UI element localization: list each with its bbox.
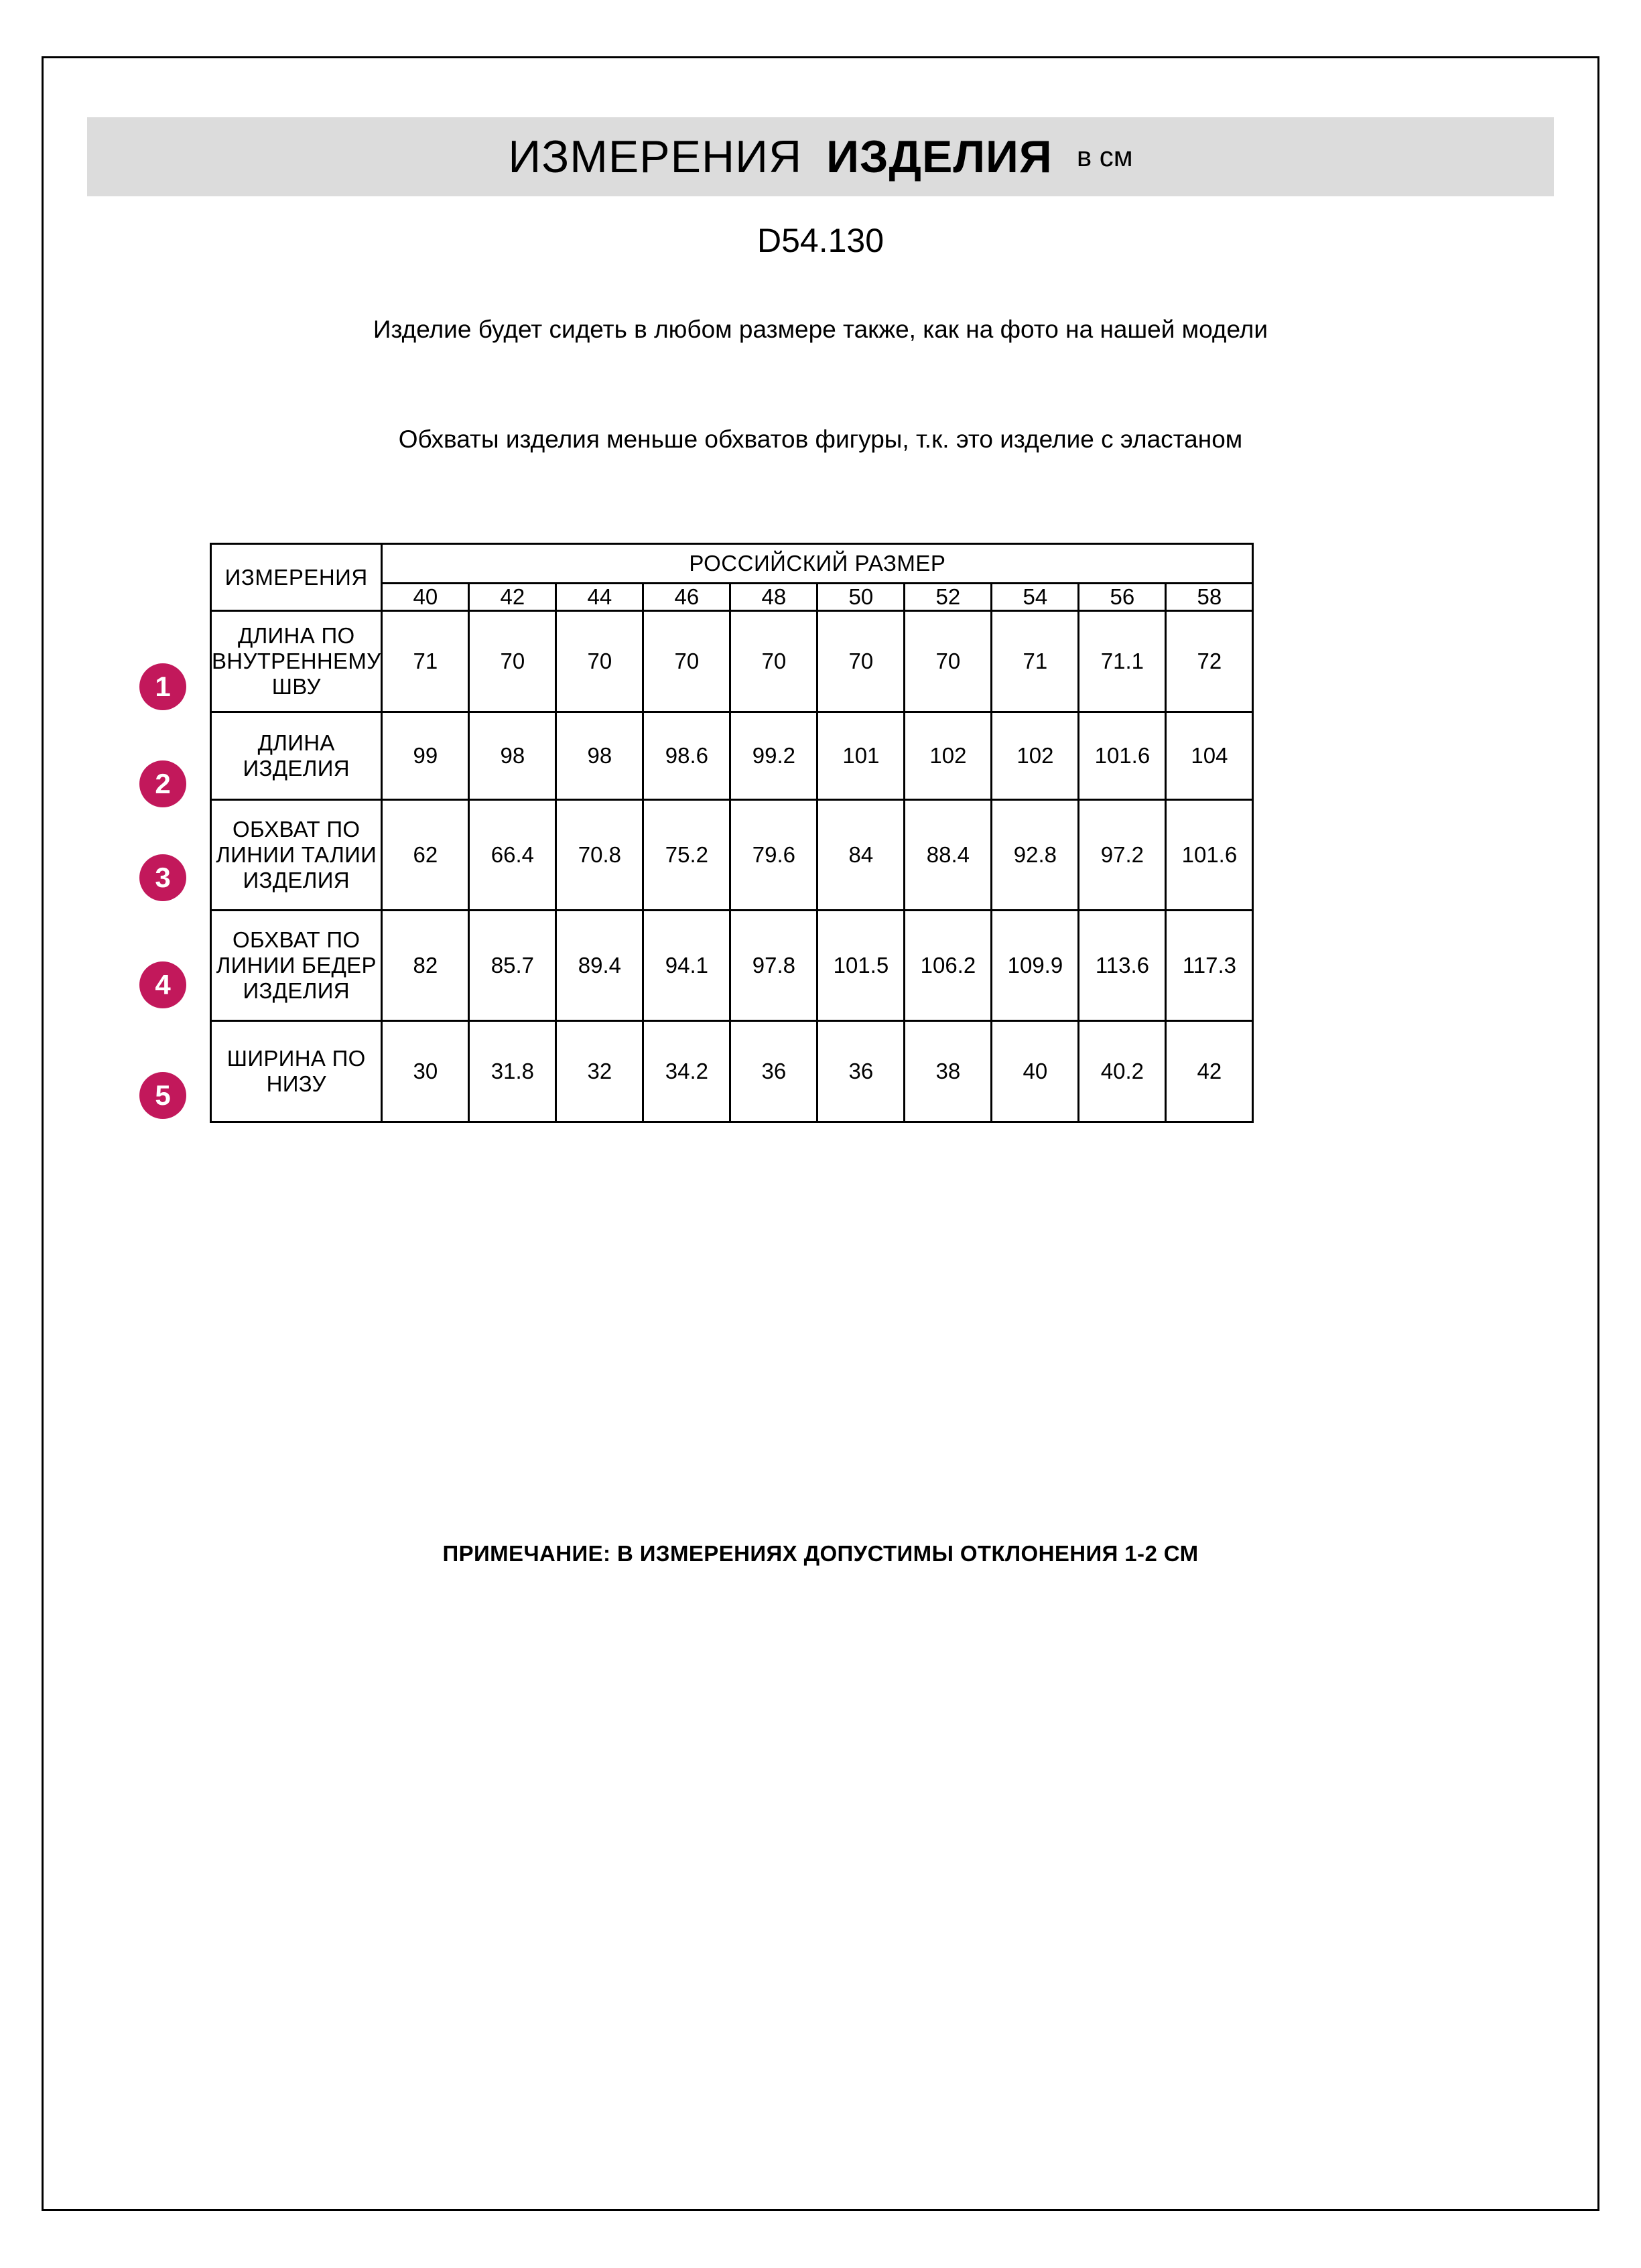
document-title-band (87, 117, 1554, 196)
size-header-56: 56 (1079, 584, 1166, 611)
cell-r2-c50: 101 (817, 712, 905, 800)
row-label-product-length: ДЛИНА ИЗДЕЛИЯ (211, 712, 382, 800)
cell-r2-c54: 102 (992, 712, 1079, 800)
table-group-header-row (211, 544, 1253, 584)
cell-r4-c58: 117.3 (1166, 911, 1253, 1021)
row-badge-5: 5 (139, 1072, 186, 1119)
size-header-58: 58 (1166, 584, 1253, 611)
cell-r5-c48: 36 (730, 1021, 817, 1122)
cell-r5-c58: 42 (1166, 1021, 1253, 1122)
cell-r5-c54: 40 (992, 1021, 1079, 1122)
row-badge-4: 4 (139, 961, 186, 1008)
size-header-46: 46 (643, 584, 730, 611)
cell-r2-c56: 101.6 (1079, 712, 1166, 800)
elastane-note: Обхваты изделия меньше обхватов фигуры, т.к. это изделие с эластаном (398, 425, 1243, 453)
cell-r2-c52: 102 (905, 712, 992, 800)
size-header-54: 54 (992, 584, 1079, 611)
cell-r4-c42: 85.7 (469, 911, 556, 1021)
title-units: в см (1076, 141, 1133, 172)
size-header-50: 50 (817, 584, 905, 611)
table-row (211, 800, 1253, 911)
size-header-48: 48 (730, 584, 817, 611)
cell-r5-c50: 36 (817, 1021, 905, 1122)
row-label-hip-circumference: ОБХВАТ ПО ЛИНИИ БЕДЕР ИЗДЕЛИЯ (211, 911, 382, 1021)
cell-r3-c54: 92.8 (992, 800, 1079, 911)
cell-r5-c52: 38 (905, 1021, 992, 1122)
cell-r1-c48: 70 (730, 611, 817, 712)
table-row (211, 712, 1253, 800)
cell-r5-c42: 31.8 (469, 1021, 556, 1122)
cell-r5-c46: 34.2 (643, 1021, 730, 1122)
cell-r1-c58: 72 (1166, 611, 1253, 712)
title-measurements: ИЗМЕРЕНИЯ (508, 131, 803, 182)
cell-r2-c46: 98.6 (643, 712, 730, 800)
cell-r1-c44: 70 (556, 611, 643, 712)
row-label-inseam-length: ДЛИНА ПО ВНУТРЕННЕМУ ШВУ (211, 611, 382, 712)
table-row (211, 611, 1253, 712)
table-row (211, 1021, 1253, 1122)
cell-r3-c58: 101.6 (1166, 800, 1253, 911)
cell-r2-c40: 99 (382, 712, 469, 800)
row-label-bottom-width: ШИРИНА ПО НИЗУ (211, 1021, 382, 1122)
cell-r3-c42: 66.4 (469, 800, 556, 911)
row-badge-1: 1 (139, 663, 186, 710)
fit-note: Изделие будет сидеть в любом размере также, как на фото на нашей модели (373, 316, 1268, 343)
cell-r4-c52: 106.2 (905, 911, 992, 1021)
cell-r4-c56: 113.6 (1079, 911, 1166, 1021)
cell-r1-c56: 71.1 (1079, 611, 1166, 712)
cell-r1-c46: 70 (643, 611, 730, 712)
article-code: D54.130 (757, 222, 884, 259)
cell-r3-c40: 62 (382, 800, 469, 911)
cell-r4-c40: 82 (382, 911, 469, 1021)
size-header-40: 40 (382, 584, 469, 611)
cell-r4-c48: 97.8 (730, 911, 817, 1021)
cell-r1-c50: 70 (817, 611, 905, 712)
size-header-44: 44 (556, 584, 643, 611)
title-product: ИЗДЕЛИЯ (826, 131, 1053, 182)
cell-r1-c42: 70 (469, 611, 556, 712)
cell-r2-c58: 104 (1166, 712, 1253, 800)
cell-r1-c54: 71 (992, 611, 1079, 712)
cell-r3-c56: 97.2 (1079, 800, 1166, 911)
cell-r2-c42: 98 (469, 712, 556, 800)
cell-r4-c46: 94.1 (643, 911, 730, 1021)
cell-r3-c50: 84 (817, 800, 905, 911)
row-badge-3: 3 (139, 854, 186, 901)
measurements-column-header: ИЗМЕРЕНИЯ (211, 544, 382, 611)
size-header-52: 52 (905, 584, 992, 611)
measurements-table (210, 543, 1254, 1123)
cell-r4-c44: 89.4 (556, 911, 643, 1021)
cell-r4-c50: 101.5 (817, 911, 905, 1021)
cell-r1-c40: 71 (382, 611, 469, 712)
row-label-waist-circumference: ОБХВАТ ПО ЛИНИИ ТАЛИИ ИЗДЕЛИЯ (211, 800, 382, 911)
cell-r3-c44: 70.8 (556, 800, 643, 911)
cell-r3-c52: 88.4 (905, 800, 992, 911)
cell-r3-c48: 79.6 (730, 800, 817, 911)
size-header-42: 42 (469, 584, 556, 611)
cell-r2-c44: 98 (556, 712, 643, 800)
russian-size-header: РОССИЙСКИЙ РАЗМЕР (382, 544, 1253, 584)
row-badge-2: 2 (139, 760, 186, 807)
tolerance-note: ПРИМЕЧАНИЕ: В ИЗМЕРЕНИЯХ ДОПУСТИМЫ ОТКЛОНЕНИЯ 1-2 СМ (442, 1541, 1199, 1566)
cell-r5-c40: 30 (382, 1021, 469, 1122)
cell-r3-c46: 75.2 (643, 800, 730, 911)
cell-r5-c44: 32 (556, 1021, 643, 1122)
cell-r2-c48: 99.2 (730, 712, 817, 800)
table-row (211, 911, 1253, 1021)
cell-r4-c54: 109.9 (992, 911, 1079, 1021)
cell-r1-c52: 70 (905, 611, 992, 712)
cell-r5-c56: 40.2 (1079, 1021, 1166, 1122)
